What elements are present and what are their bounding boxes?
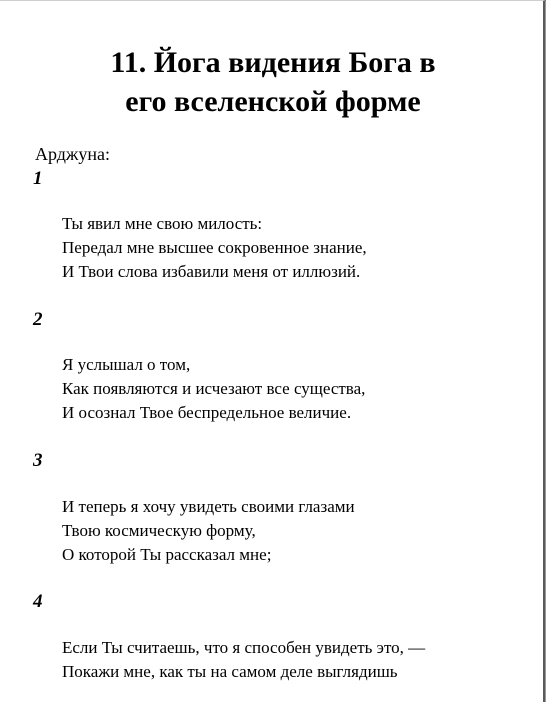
verse-2 bbox=[62, 353, 365, 425]
chapter-title-line-1: 11. Йога видения Бога в bbox=[110, 46, 436, 79]
verse-line: Передал мне высшее сокровенное знание, bbox=[62, 238, 367, 257]
verse-3 bbox=[62, 495, 355, 567]
verse-line: И осознал Твое беспредельное величие. bbox=[62, 403, 352, 422]
chapter-title-line-2: его вселенской форме bbox=[125, 85, 421, 118]
verse-1 bbox=[62, 212, 367, 284]
verse-number-4: 4 bbox=[33, 591, 43, 612]
chapter-title bbox=[0, 43, 546, 121]
verse-line: И Твои слова избавили меня от иллюзий. bbox=[62, 262, 361, 281]
verse-line: Ты явил мне свою милость: bbox=[62, 214, 263, 233]
verse-line: Как появляются и исчезают все существа, bbox=[62, 379, 366, 398]
speaker-label: Арджуна: bbox=[35, 144, 110, 164]
verse-number-2: 2 bbox=[33, 309, 43, 330]
verse-line: Я услышал о том, bbox=[62, 355, 191, 374]
verse-4 bbox=[62, 636, 425, 684]
verse-line: О которой Ты рассказал мне; bbox=[62, 545, 272, 564]
verse-line: Если Ты считаешь, что я способен увидеть это, — bbox=[62, 638, 426, 657]
verse-line: И теперь я хочу увидеть своими глазами bbox=[62, 497, 355, 516]
verse-number-1: 1 bbox=[33, 168, 43, 189]
verse-number-3: 3 bbox=[33, 450, 43, 471]
verse-line: Твою космическую форму, bbox=[62, 521, 256, 540]
verse-line: Покажи мне, как ты на самом деле выглядишь bbox=[62, 662, 398, 681]
